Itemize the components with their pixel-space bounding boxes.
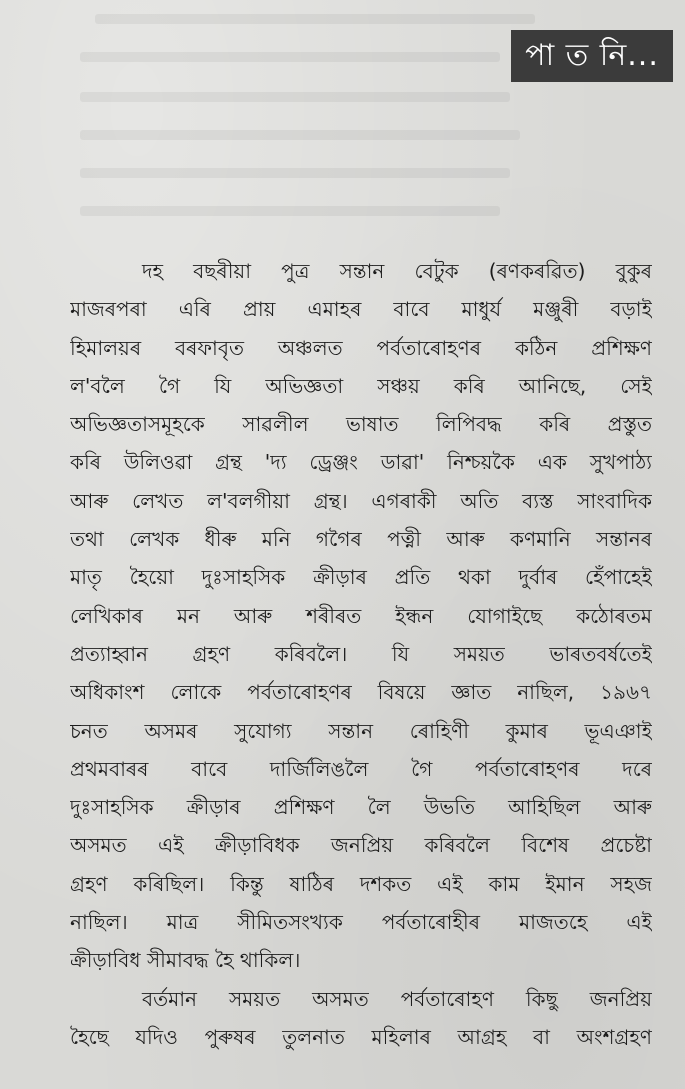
text-line: হৈছে যদিও পুৰুষৰ তুলনাত মহিলাৰ আগ্ৰহ বা অংশগ্ৰহণ [70,1024,652,1049]
text-line: অভিজ্ঞতাসমূহকে সাৱলীল ভাষাত লিপিবদ্ধ কৰি প্ৰস্তুত [70,412,652,437]
text-line: মাতৃ হৈয়ো দুঃসাহসিক ক্ৰীড়াৰ প্ৰতি থকা দুৰ্বাৰ হেঁপাহেই [70,565,652,590]
text-line: দুঃসাহসিক ক্ৰীড়াৰ প্ৰশিক্ষণ লৈ উভতি আহিছিল আৰু [70,795,652,820]
text-line: কৰি উলিওৱা গ্ৰন্থ 'দ্য ড্ৰেঞ্জং ডাৱা' নিশ্চয়কৈ এক সুখপাঠ্য [70,450,652,475]
text-line: তথা লেখক ধীৰু মনি গগৈৰ পত্নী আৰু কণমানি সন্তানৰ [70,527,652,552]
text-line: ল'বলৈ গৈ যি অভিজ্ঞতা সঞ্চয় কৰি আনিছে, সেই [70,373,652,398]
text-line: নাছিল। মাত্ৰ সীমিতসংখ্যক পৰ্বতাৰোহীৰ মাজতহে এই [70,910,652,935]
paragraph-1 [70,252,652,980]
text-line: ক্ৰীড়াবিধ সীমাবদ্ধ হৈ থাকিল। [70,948,301,973]
text-line: অধিকাংশ লোকে পৰ্বতাৰোহণৰ বিষয়ে জ্ঞাত নাছিল, ১৯৬৭ [70,680,652,705]
paragraph-2 [70,980,652,1057]
text-line: গ্ৰহণ কৰিছিল। কিন্তু ষাঠিৰ দশকত এই কাম ইমান সহজ [70,871,652,896]
section-title: পা ত নি... [525,37,659,73]
text-line: আৰু লেখত ল'বলগীয়া গ্ৰন্থ। এগৰাকী অতি ব্যস্ত সাংবাদিক [70,488,652,513]
text-line: হিমালয়ৰ বৰফাবৃত অঞ্চলত পৰ্বতাৰোহণৰ কঠিন প্ৰশিক্ষণ [70,335,652,360]
body-text [70,252,652,1056]
text-line: লেখিকাৰ মন আৰু শৰীৰত ইন্ধন যোগাইছে কঠোৰতম [70,603,652,628]
text-line: অসমত এই ক্ৰীড়াবিধক জনপ্ৰিয় কৰিবলৈ বিশেষ প্ৰচেষ্টা [70,833,652,858]
section-title-banner [511,30,673,82]
text-line: প্ৰত্যাহ্বান গ্ৰহণ কৰিবলৈ। যি সময়ত ভাৰতবৰ্ষতেই [70,641,652,666]
text-line: চনত অসমৰ সুযোগ্য সন্তান ৰোহিণী কুমাৰ ভূএঞাই [70,718,652,743]
text-line: মাজৰপৰা এৰি প্ৰায় এমাহৰ বাবে মাধুৰ্য মঞ্জুৰী বড়াই [70,297,652,322]
text-line: দহ বছৰীয়া পুত্ৰ সন্তান বেটুক (ৰণকৰৱিত) বুকুৰ [142,259,652,283]
text-line: প্ৰথমবাৰৰ বাবে দাৰ্জিলিঙলৈ গৈ পৰ্বতাৰোহণৰ দৰে [70,756,652,781]
text-line: বৰ্তমান সময়ত অসমত পৰ্বতাৰোহণ কিছু জনপ্ৰিয় [142,986,652,1011]
